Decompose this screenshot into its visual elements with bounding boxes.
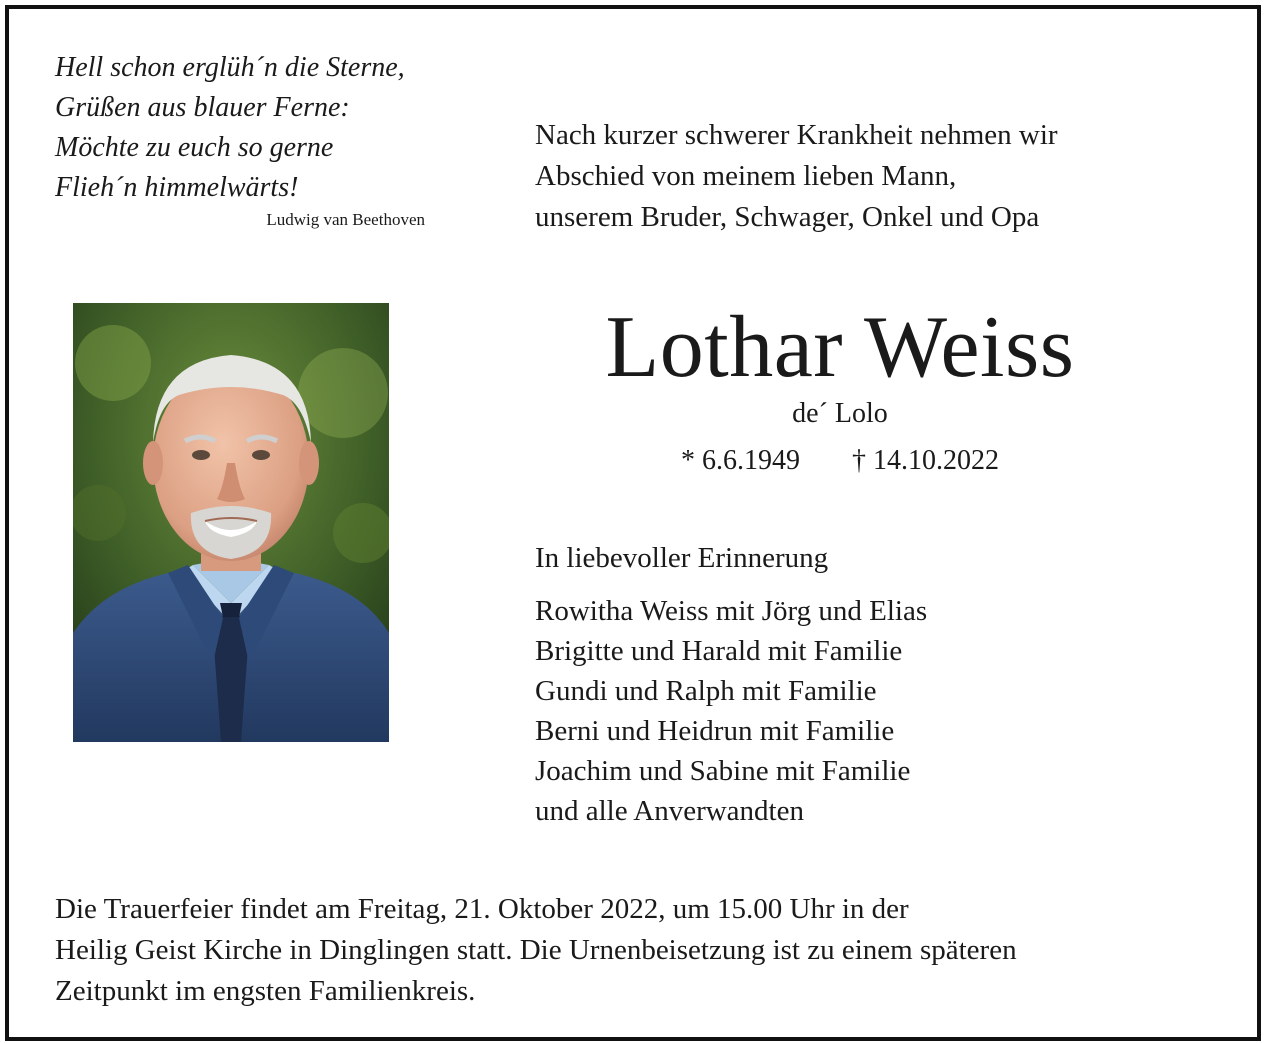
mourner-line: Gundi und Ralph mit Familie [535, 675, 877, 707]
service-info [55, 889, 1235, 1012]
mourner-line: und alle Anverwandten [535, 795, 804, 827]
mourner-line: Brigitte und Harald mit Familie [535, 635, 903, 667]
intro-line: Nach kurzer schwerer Krankheit nehmen wir [535, 119, 1058, 151]
service-line: Zeitpunkt im engsten Familienkreis. [55, 975, 476, 1007]
life-dates [530, 442, 1150, 480]
poem-author: Ludwig van Beethoven [266, 210, 425, 229]
birth-date: * 6.6.1949 [681, 445, 800, 476]
poem [55, 48, 455, 208]
intro-line: Abschied von meinem lieben Mann, [535, 160, 957, 192]
deceased-name: Lothar Weiss [605, 299, 1075, 396]
death-date: † 14.10.2022 [852, 445, 999, 476]
mourner-line: Berni und Heidrun mit Familie [535, 715, 895, 747]
intro-line: unserem Bruder, Schwager, Onkel und Opa [535, 201, 1040, 233]
memory-heading: In liebevoller Erinnerung [535, 542, 829, 574]
mourner-line: Rowitha Weiss mit Jörg und Elias [535, 595, 928, 627]
service-line: Die Trauerfeier findet am Freitag, 21. Oktober 2022, um 15.00 Uhr in der [55, 893, 909, 925]
poem-line: Flieh´n himmelwärts! [55, 172, 299, 203]
poem-line: Hell schon erglüh´n die Sterne, [55, 52, 405, 83]
poem-line: Möchte zu euch so gerne [55, 132, 334, 163]
intro-text [535, 115, 1235, 238]
portrait-photo [73, 303, 389, 742]
mourners-list [535, 591, 1235, 831]
deceased-nickname: de´ Lolo [792, 398, 888, 429]
service-line: Heilig Geist Kirche in Dinglingen statt. Die Urnenbeisetzung ist zu einem späteren [55, 934, 1017, 966]
poem-line: Grüßen aus blauer Ferne: [55, 92, 350, 123]
mourner-line: Joachim und Sabine mit Familie [535, 755, 911, 787]
